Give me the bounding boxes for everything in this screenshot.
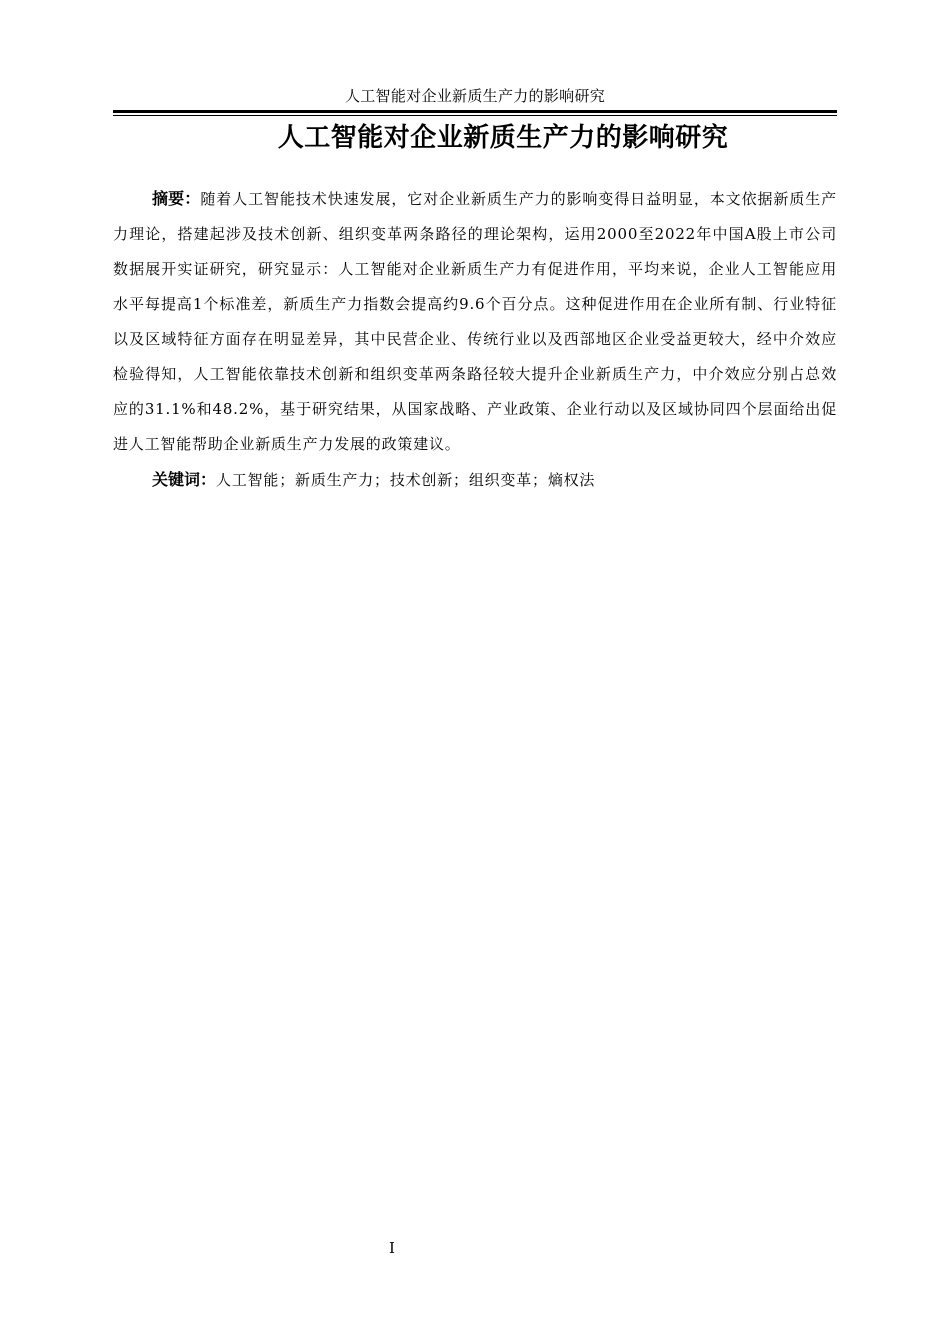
keywords-paragraph: [113, 462, 837, 498]
header-rule: [113, 110, 837, 113]
running-header: 人工智能对企业新质生产力的影响研究: [344, 87, 606, 105]
header-rule-thin: [113, 115, 837, 116]
abstract-text: 随着人工智能技术快速发展，它对企业新质生产力的影响变得日益明显，本文依据新质生产力理论，搭建起涉及技术创新、组织变革两条路径的理论架构，运用2000至2022年中国A股上市公司数据展开实证研究，研究显示：人工智能对企业新质生产力有促进作用，平均来说，企业人工智能应用水平每提高1个标准差，新质生产力指数会提高约9.6个百分点。这种促进作用在企业所有制、行业特征以及区域特征方面存在明显差异，其中民营企业、传统行业以及西部地区企业受益更较大，经中介效应检验得知，人工智能依靠技术创新和组织变革两条路径较大提升企业新质生产力，中介效应分别占总效应的31.1%和48.2%，基于研究结果，从国家战略、产业政策、企业行动以及区域协同四个层面给出促进人工智能帮助企业新质生产力发展的政策建议。: [113, 190, 837, 453]
abstract-paragraph: [113, 181, 837, 462]
keywords-text: 人工智能；新质生产力；技术创新；组织变革；熵权法: [216, 471, 596, 489]
abstract-label: 摘要：: [152, 189, 201, 208]
document-title: 人工智能对企业新质生产力的影响研究: [277, 123, 729, 153]
page-number: I: [389, 1239, 395, 1257]
keywords-label: 关键词：: [152, 470, 217, 489]
